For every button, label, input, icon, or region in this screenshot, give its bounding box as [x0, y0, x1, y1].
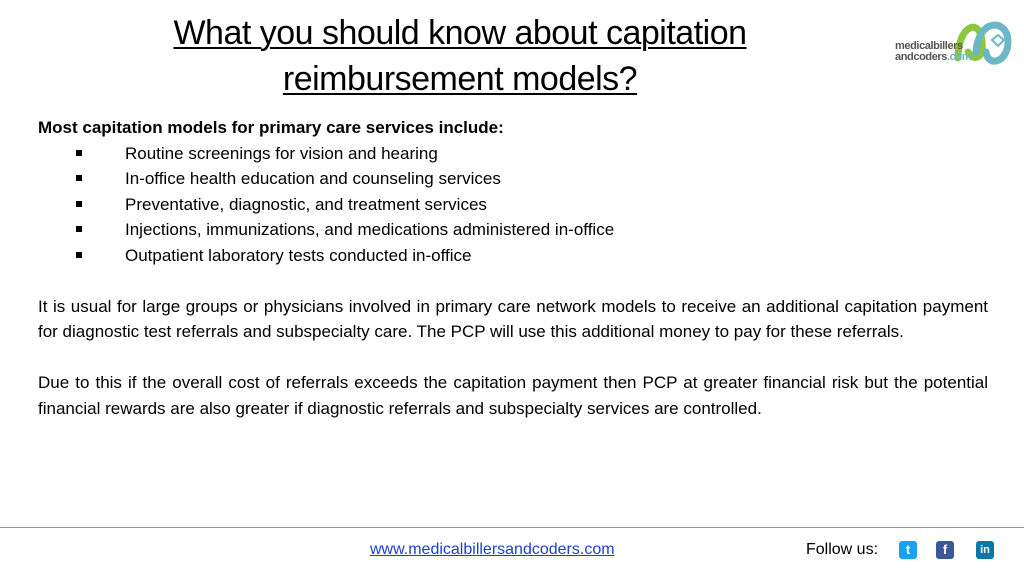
list-heading: Most capitation models for primary care services include: [38, 118, 504, 137]
paragraph-financial-risk: Due to this if the overall cost of referrals exceeds the capitation payment then PCP at greater financial risk but the potential financial rewards are also greater if diagnostic referrals and subspecialty services are controlled. [38, 373, 988, 418]
list-item: Outpatient laboratory tests conducted in-office [38, 243, 988, 269]
list-item: In-office health education and counseling services [38, 166, 988, 192]
list-item: Injections, immunizations, and medications administered in-office [38, 217, 988, 243]
slide-body [38, 115, 988, 421]
title-line-2: reimbursement models? [282, 60, 638, 98]
paragraph-referral-payment: It is usual for large groups or physicians involved in primary care network models to receive an additional capitation payment for diagnostic test referrals and subspecialty care. The PCP will use this additional money to pay for these referrals. [38, 296, 988, 341]
services-list [38, 141, 988, 269]
linkedin-icon[interactable]: in [976, 541, 994, 559]
logo-wordmark: medicalbillers andcoders.com [895, 40, 972, 63]
square-bullet-icon [76, 175, 82, 181]
square-bullet-icon [76, 226, 82, 232]
square-bullet-icon [76, 150, 82, 156]
page-title [100, 10, 820, 102]
list-item: Preventative, diagnostic, and treatment services [38, 192, 988, 218]
follow-us-label: Follow us: [806, 541, 879, 558]
title-line-1: What you should know about capitation [173, 14, 747, 52]
square-bullet-icon [76, 252, 82, 258]
footer-divider [0, 527, 1024, 528]
twitter-icon[interactable]: t [899, 541, 917, 559]
website-link[interactable]: www.medicalbillersandcoders.com [370, 541, 615, 558]
list-item: Routine screenings for vision and hearing [38, 141, 988, 167]
facebook-icon[interactable]: f [936, 541, 954, 559]
square-bullet-icon [76, 201, 82, 207]
company-logo[interactable] [892, 12, 1014, 72]
